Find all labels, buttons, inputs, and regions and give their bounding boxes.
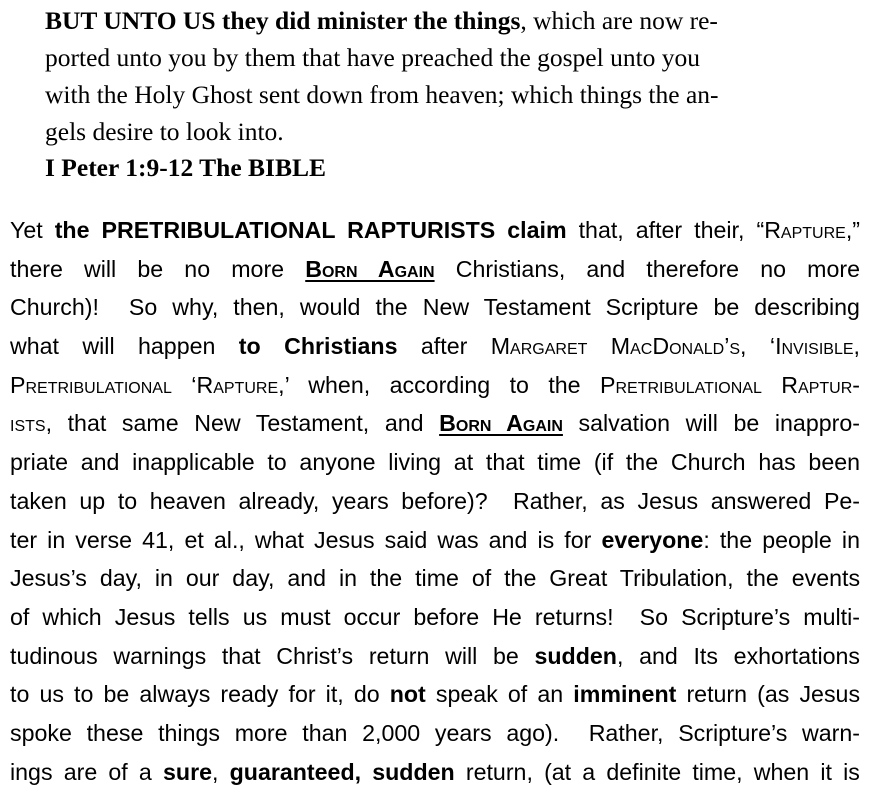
body-line-5: Pretribulational ‘Rapture,’ when, according to the Pretribulational Raptur-	[10, 371, 861, 398]
body-line-4: what will happen to Christians after Margaret MacDonald’s, ‘Invisible,	[10, 333, 860, 360]
quote-line-3: with the Holy Ghost sent down from heaven; which things the an-	[45, 80, 719, 109]
body-line-1: Yet the PRETRIBULATIONAL RAPTURISTS claim that, after their, “Rapture,”	[10, 217, 861, 243]
quote-line-1: BUT UNTO US they did minister the things, which are now re-	[45, 6, 718, 35]
body-line-12: tudinous warnings that Christ’s return will be sudden, and Its exhortations	[10, 642, 860, 669]
body-line-2: there will be no more Born Again Christians, and therefore no more	[10, 255, 860, 282]
born-again-emphasis: Born Again	[305, 255, 435, 282]
body-line-6: ists, that same New Testament, and Born Again salvation will be inappro-	[10, 410, 860, 437]
body-line-13: to us to be always ready for it, do not speak of an imminent return (as Jesus	[10, 681, 861, 708]
quote-line-2: ported unto you by them that have preached the gospel unto you	[45, 43, 701, 72]
body-line-10: Jesus’s day, in our day, and in the time of the Great Tribulation, the events	[10, 565, 861, 592]
born-again-emphasis: Born Again	[439, 410, 563, 437]
body-line-9: ter in verse 41, et al., what Jesus said was and is for everyone: the people in	[10, 526, 860, 553]
quote-line-4: gels desire to look into.	[45, 117, 284, 146]
body-line-11: of which Jesus tells us must occur before He returns! So Scripture’s multi-	[10, 603, 860, 630]
scripture-quote	[45, 2, 845, 186]
body-paragraph	[10, 211, 860, 791]
quote-bold-lead: BUT UNTO US they did minister the things	[45, 6, 521, 35]
quote-citation: I Peter 1:9-12 The BIBLE	[45, 153, 326, 182]
body-line-8: taken up to heaven already, years before)? Rather, as Jesus answered Pe-	[10, 487, 861, 514]
body-line-15: ings are of a sure, guaranteed, sudden return, (at a definite time, when it is	[10, 758, 860, 785]
body-line-14: spoke these things more than 2,000 years ago). Rather, Scripture’s warn-	[10, 719, 861, 746]
body-line-3: Church)! So why, then, would the New Testament Scripture be describing	[10, 294, 860, 321]
body-line-7: priate and inapplicable to anyone living at that time (if the Church has been	[10, 449, 861, 476]
